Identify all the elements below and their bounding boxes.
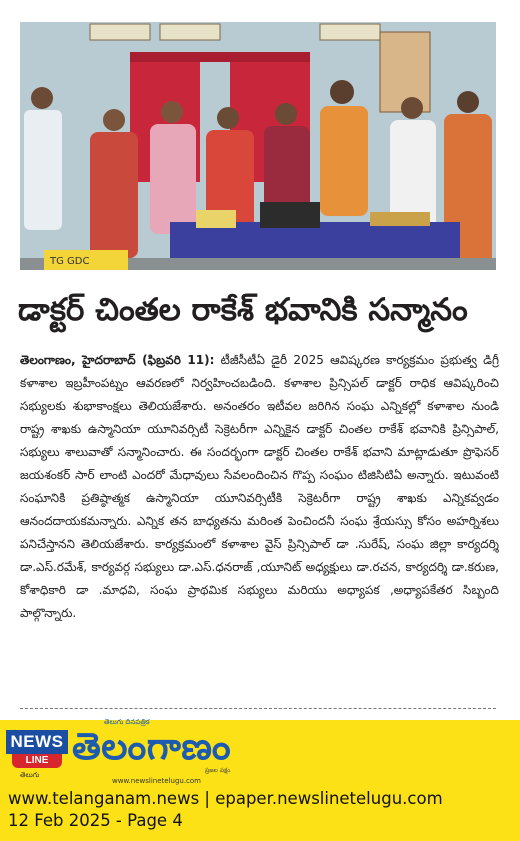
masthead-tagline: ప్రజల పక్షం [205,767,231,774]
newsline-logo-line: LINE [12,754,62,768]
masthead-url: www.newslinetelugu.com [112,777,201,785]
footer-links[interactable]: www.telanganam.news | epaper.newslinetelugu.com [8,789,443,808]
headline: డాక్టర్ చింతల రాకేశ్ భవానికి సన్మానం [18,292,468,328]
photo-illustration [20,22,496,270]
news-photo [20,22,496,270]
article-dateline: తెలంగాణం, హైదరాబాద్ (ఫిబ్రవరి 11): [20,353,215,367]
article-body [20,349,499,625]
footer-banner [0,720,520,841]
article-text: టీజీసీటీఏ డైరీ 2025 ఆవిష్కరణ కార్యక్రమం ప్రభుత్వ డిగ్రీ కళాశాల ఇబ్రహీంపట్నం ఆవరణలో నిర్వహించబడింది. కళాశాల ప్రిన్సిపల్ డాక్టర్ రాధిక ఆవిష్కరించి సభ్యులకు శుభాకాంక్షలు తెలియజేశారు. అనంతరం ఇటీవల జరిగిన సంఘ ఎన్నికల్లో కళాశాల నుండి రాష్ట్ర శాఖకు ఉస్మానియా యూనివర్సిటీ సెక్రెటరీగా ఎన్నికైన డాక్టర్ చింతల రాకేశ్ భవానికి ప్రిన్సిపాల్, సభ్యులు శాలువాతో సన్మానించారు. ఈ సందర్భంగా డాక్టర్ చింతల రాకేశ్ భవాని మాట్లాడుతూ ప్రొఫెసర్ జయశంకర్ సార్ లాంటి ఎందరో మేధావులు సేవలందించిన గొప్ప సంఘం టిజిసిటిఏ అన్నారు. ఇటువంటి సంఘానికి ప్రతిష్ఠాత్మక ఉస్మానియా యూనివర్సిటీకి సెక్రెటరీగా రాష్ట్ర శాఖకు ఎన్నికవ్వడం ఆనందదాయకమన్నారు. ఎన్నిక తన బాధ్యతను మరింత పెంచిందనీ సంఘ శ్రేయస్సు కోసం అహర్నిశలు పనిచేస్తానని తెలియజేశారు. కార్యక్రమంలో కళాశాల వైస్ ప్రిన్సిపాల్ డా .సురేష్, సంఘ జిల్లా కార్యదర్శి డా.ఎస్.రమేశ్, కార్యవర్గ సభ్యులు డా.ఎస్.ధనరాజ్ ,యూనిట్ అధ్యక్షులు డా.రచన, కార్యదర్శి డా.కరుణ, కోశాధికారి డా .మాధవి, సంఘ ప్రాథమిక సభ్యులు మరియు అధ్యాపక ,అధ్యాపకేతర సిబ్బంది పాల్గొన్నారు. [20,353,499,620]
divider [20,708,496,709]
newsline-logo-news: NEWS [6,730,68,754]
photo-banner-text: TG GDC [50,256,90,267]
edition-date: 12 Feb 2025 - Page 4 [8,811,183,830]
masthead-top: తెలుగు దినపత్రిక [104,718,150,726]
newsline-logo [6,730,68,779]
newsline-logo-sub: తెలుగు [20,771,40,779]
masthead-title: తెలంగాణం [72,725,232,768]
